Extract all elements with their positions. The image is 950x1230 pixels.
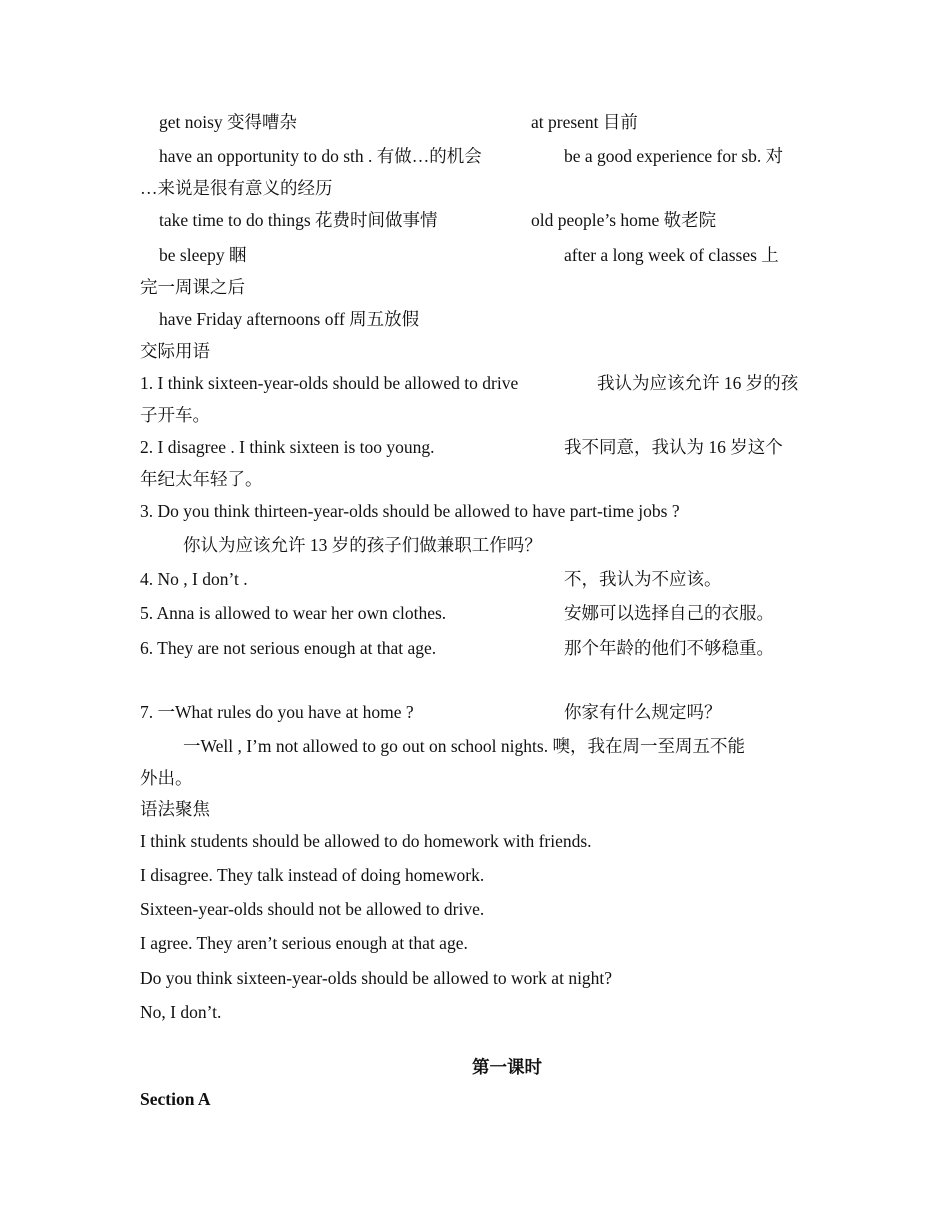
phrase-continuation: 子开车。 — [140, 405, 210, 425]
phrase-continuation: 外出。 — [140, 768, 193, 788]
phrase-reply: 一Well , I’m not allowed to go out on school nights. 噢，我在周一至周五不能 — [183, 736, 745, 756]
lesson-title: 第一课时 — [472, 1057, 542, 1077]
phrase-english: 3. Do you think thirteen-year-olds should be allowed to have part-time jobs ? — [140, 501, 680, 521]
vocab-item: be sleepy 睏 — [159, 245, 247, 265]
phrase-chinese: 我认为应该允许 16 岁的孩 — [597, 373, 799, 393]
vocab-item: be a good experience for sb. 对 — [564, 146, 784, 166]
vocab-item: take time to do things 花费时间做事情 — [159, 210, 438, 230]
vocab-item: after a long week of classes 上 — [564, 245, 779, 265]
phrase-english: 2. I disagree . I think sixteen is too young. — [140, 437, 435, 457]
vocab-item: have Friday afternoons off 周五放假 — [159, 309, 420, 329]
phrase-continuation: 年纪太年轻了。 — [140, 469, 263, 489]
grammar-line: I agree. They aren’t serious enough at that age. — [140, 933, 468, 953]
phrase-english: 7. 一What rules do you have at home ? — [140, 702, 414, 722]
section-label: Section A — [140, 1089, 211, 1109]
phrase-chinese: 不，我认为不应该。 — [564, 569, 722, 589]
phrase-english: 5. Anna is allowed to wear her own clothes. — [140, 603, 447, 623]
grammar-line: Do you think sixteen-year-olds should be allowed to work at night? — [140, 968, 613, 988]
phrase-chinese: 你家有什么规定吗？ — [564, 702, 722, 722]
grammar-line: I think students should be allowed to do homework with friends. — [140, 831, 592, 851]
vocab-item: get noisy 变得嘈杂 — [159, 112, 298, 132]
phrase-chinese: 安娜可以选择自己的衣服。 — [564, 603, 774, 623]
vocab-item: at present 目前 — [531, 112, 638, 132]
grammar-line: I disagree. They talk instead of doing homework. — [140, 865, 485, 885]
phrase-chinese: 那个年龄的他们不够稳重。 — [564, 638, 774, 658]
vocab-item-continuation: 完一周课之后 — [140, 277, 245, 297]
grammar-line: Sixteen-year-olds should not be allowed to drive. — [140, 899, 485, 919]
grammar-line: No, I don’t. — [140, 1002, 222, 1022]
phrase-english: 4. No , I don’t . — [140, 569, 248, 589]
vocab-item: have an opportunity to do sth . 有做…的机会 — [159, 146, 482, 166]
phrase-english: 1. I think sixteen-year-olds should be allowed to drive — [140, 373, 519, 393]
vocab-item-continuation: …来说是很有意义的经历 — [140, 178, 333, 198]
vocab-item: old people’s home 敬老院 — [531, 210, 717, 230]
section-heading-grammar: 语法聚焦 — [140, 799, 210, 819]
phrase-chinese: 我不同意，我认为 16 岁这个 — [564, 437, 783, 457]
phrase-chinese: 你认为应该允许 13 岁的孩子们做兼职工作吗？ — [183, 535, 542, 555]
phrase-english: 6. They are not serious enough at that age. — [140, 638, 437, 658]
section-heading-phrases: 交际用语 — [140, 341, 210, 361]
